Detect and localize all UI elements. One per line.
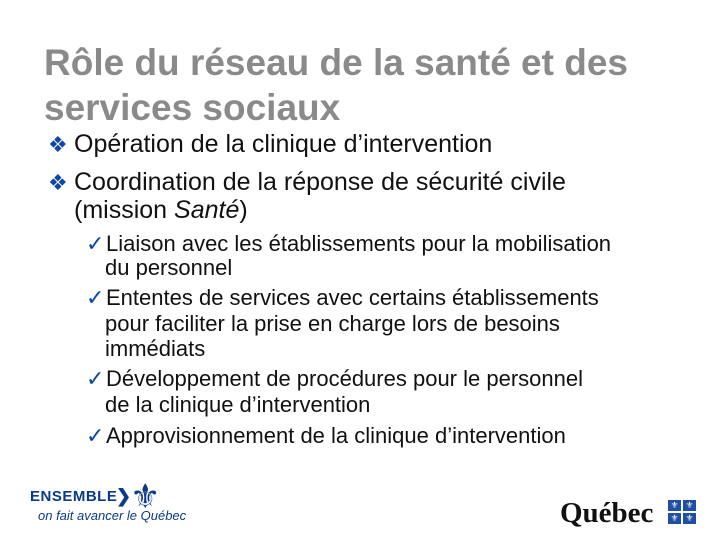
- fleur-de-lis-icon: ⚜: [130, 478, 161, 516]
- checkmark-icon: ✓: [86, 231, 105, 256]
- flag-quadrant: ⚜: [683, 513, 696, 524]
- bullet-item-2-cont-pre: (mission: [74, 196, 175, 224]
- checkmark-icon: ✓: [86, 285, 105, 310]
- ensemble-logo-text: ENSEMBLE: [30, 488, 118, 505]
- sub-item-2-line-2: pour faciliter la prise en charge lors de besoins: [105, 311, 560, 336]
- bullet-item-1-text: Opération de la clinique d’intervention: [74, 130, 493, 158]
- slide-title-line-2: services sociaux: [44, 87, 341, 128]
- quebec-flag-icon: [668, 500, 696, 524]
- flag-quadrant: ⚜: [668, 513, 681, 524]
- sub-item-4: [86, 424, 706, 448]
- tagline-part-b: le Québec: [126, 508, 187, 523]
- quebec-wordmark: Québec: [560, 497, 654, 529]
- flag-quadrant: ⚜: [683, 500, 696, 511]
- flag-quadrant: ⚜: [668, 500, 681, 511]
- bullet-item-2: [48, 168, 566, 197]
- bullet-item-2-cont-post: ): [239, 196, 248, 224]
- sub-item-2: [86, 286, 706, 310]
- bullet-item-2-text: Coordination de la réponse de sécurité civile: [74, 168, 566, 196]
- sub-item-4-line-1: Approvisionnement de la clinique d’intervention: [106, 423, 566, 448]
- checkmark-icon: ✓: [86, 423, 105, 448]
- sub-item-1-line-2: du personnel: [105, 255, 233, 280]
- checkmark-icon: ✓: [86, 366, 105, 391]
- bullet-item-1: [48, 130, 492, 159]
- sub-item-1: [86, 232, 706, 256]
- bullet-item-2-cont-em: Santé: [174, 196, 240, 224]
- bullet-item-2-continuation: [74, 196, 248, 224]
- sub-item-3: [86, 367, 706, 391]
- diamond-bullet-icon: ❖: [48, 170, 68, 195]
- sub-item-3-line-1: Développement de procédures pour le personnel: [106, 366, 583, 391]
- chevron-right-icon: ❯: [116, 486, 132, 506]
- sub-item-1-line-1: Liaison avec les établissements pour la mobilisation: [106, 231, 612, 256]
- diamond-bullet-icon: ❖: [48, 132, 68, 157]
- tagline: [38, 508, 186, 523]
- slide-title-line-1: Rôle du réseau de la santé et des: [44, 42, 628, 83]
- sub-item-3-line-2: de la clinique d’intervention: [105, 392, 371, 417]
- slide-title: [44, 40, 704, 130]
- sub-item-2-line-3: immédiats: [105, 336, 206, 361]
- tagline-part-a: on fait avancer: [38, 508, 127, 523]
- sub-item-2-line-1: Ententes de services avec certains établissements: [106, 285, 599, 310]
